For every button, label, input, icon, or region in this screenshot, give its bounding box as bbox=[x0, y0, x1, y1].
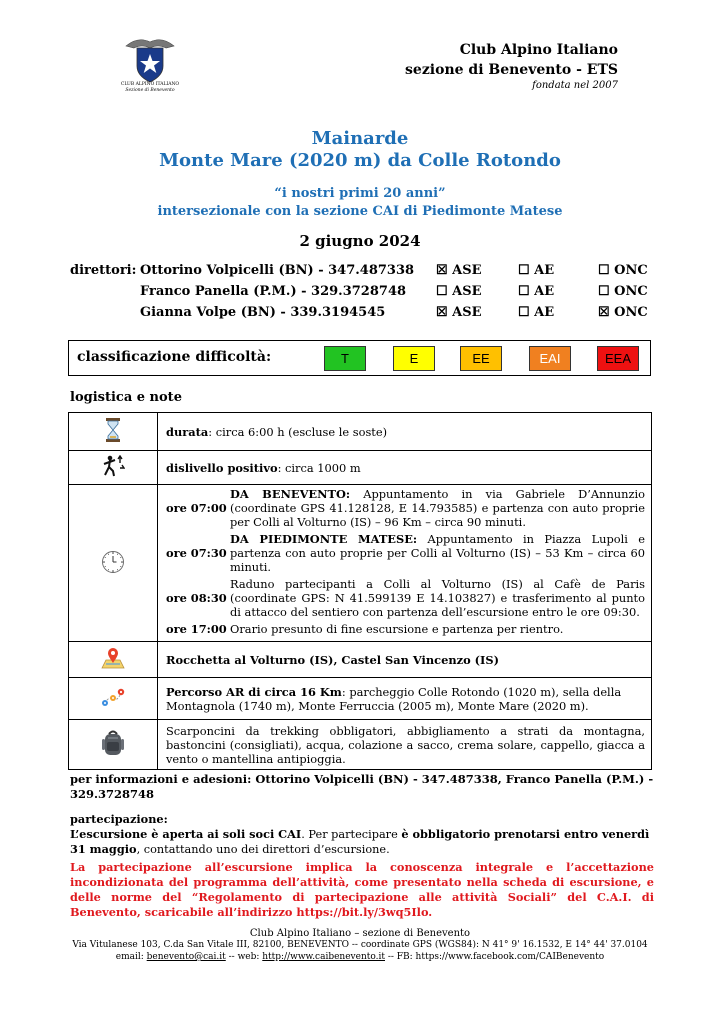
difficulty-chip-e: E bbox=[393, 346, 435, 371]
website-link[interactable]: http://www.caibenevento.it bbox=[262, 952, 385, 962]
director-row bbox=[70, 263, 670, 283]
ase-checkbox: ☒ ASE bbox=[436, 263, 482, 278]
participation-text bbox=[70, 827, 662, 857]
ae-checkbox: ☐ AE bbox=[518, 263, 555, 278]
ae-checkbox: ☐ AE bbox=[518, 305, 555, 320]
schedule-title: DA PIEDIMONTE MATESE: bbox=[230, 532, 418, 546]
equipment-cell bbox=[158, 720, 652, 770]
difficulty-box bbox=[68, 340, 651, 376]
duration-cell bbox=[158, 413, 652, 451]
difficulty-chip-t: T bbox=[324, 346, 366, 371]
director-row bbox=[70, 284, 670, 304]
participation-end: , contattando uno dei direttori d’escursione. bbox=[136, 843, 390, 856]
route-label: Percorso AR di circa 16 Km bbox=[166, 684, 342, 699]
schedule-time: ore 17:00 bbox=[166, 622, 227, 636]
elevation-value: : circa 1000 m bbox=[277, 460, 361, 475]
regulation-notice: La partecipazione all’escursione implica la conoscenza integrale e l’accettazione incondizionata del programma dell’attività, come presentato nella scheda di escursione, e delle norme del “Regolamento di partecipazione alle attività Sociali” del C.A.I. di Benevento, scaricabile all’indirizzo https://bit.ly/3wq5Ilo. bbox=[70, 860, 654, 919]
director-row bbox=[70, 305, 670, 325]
participation-deadline: è obbligatorio prenotarsi entro venerdì 31 maggio bbox=[70, 827, 650, 856]
clock-icon bbox=[69, 485, 158, 642]
backpack-icon bbox=[69, 720, 158, 770]
route-cell bbox=[158, 678, 652, 720]
director-name: Gianna Volpe (BN) - 339.3194545 bbox=[140, 305, 386, 320]
schedule-text: Appuntamento in Piazza Lupoli e partenza con auto proprie per Colli al Volturno (IS) – 53 Km – circa 60 minuti. bbox=[230, 532, 646, 574]
location-cell bbox=[158, 642, 652, 678]
cai-logo bbox=[122, 32, 178, 96]
footer-address: Via Vitulanese 103, C.da San Vitale III, 82100, BENEVENTO -- coordinate GPS (WGS84): N 41° 9' 16.1532, E 14° 44' 37.0104 bbox=[72, 940, 648, 950]
schedule-item bbox=[166, 577, 645, 622]
ase-checkbox: ☒ ASE bbox=[436, 305, 482, 320]
onc-checkbox: ☒ ONC bbox=[598, 305, 648, 320]
org-name: Club Alpino Italiano bbox=[459, 42, 618, 58]
ae-checkbox: ☐ AE bbox=[518, 284, 555, 299]
schedule-time: ore 07:30 bbox=[166, 546, 227, 560]
schedule-time: ore 07:00 bbox=[166, 501, 227, 515]
elevation-label: dislivello positivo bbox=[166, 460, 278, 475]
schedule-text: Orario presunto di fine escursione e partenza per rientro. bbox=[230, 622, 564, 636]
directors-label: direttori: bbox=[70, 263, 137, 278]
schedule-text: Raduno partecipanti a Colli al Volturno (IS) al Cafè de Paris (coordinate GPS: N 41.599139 E 14.103827) e trasferimento al punto di attacco del sentiero con partenza dell’escursione entro le ore 09:30. bbox=[230, 577, 645, 619]
schedule-title: DA BENEVENTO: bbox=[230, 487, 351, 501]
schedule-cell bbox=[158, 485, 652, 642]
route-text: : parcheggio Colle Rotondo (1020 m), sella della Montagnola (1740 m), Monte Ferruccia (2005 m), Monte Mare (2020 m). bbox=[166, 684, 622, 713]
founded-note: fondata nel 2007 bbox=[532, 80, 618, 91]
table-row bbox=[69, 642, 652, 678]
elevation-cell bbox=[158, 451, 652, 485]
director-name: Ottorino Volpicelli (BN) - 347.487338 bbox=[140, 263, 415, 278]
table-row bbox=[69, 720, 652, 770]
org-section: sezione di Benevento - ETS bbox=[405, 62, 618, 78]
difficulty-chip-eai: EAI bbox=[529, 346, 571, 371]
director-name: Franco Panella (P.M.) - 329.3728748 bbox=[140, 284, 407, 299]
table-row bbox=[69, 413, 652, 451]
schedule-list bbox=[166, 487, 645, 639]
table-row bbox=[69, 451, 652, 485]
schedule-item bbox=[166, 532, 645, 577]
onc-checkbox: ☐ ONC bbox=[598, 263, 648, 278]
logo-text-1: CLUB ALPINO ITALIANO bbox=[120, 82, 180, 87]
subtitle: “i nostri primi 20 anni” bbox=[274, 186, 446, 201]
schedule-item bbox=[166, 487, 645, 532]
difficulty-chip-ee: EE bbox=[460, 346, 502, 371]
area-title: Mainarde bbox=[311, 128, 409, 149]
map-pin-icon bbox=[69, 642, 158, 678]
ase-checkbox: ☐ ASE bbox=[436, 284, 482, 299]
logo-text-2: Sezione di Benevento bbox=[125, 88, 175, 93]
schedule-text: Appuntamento in via Gabriele D’Annunzio (coordinate GPS 41.128128, E 14.793585) e partenza con auto proprie per Colli al Volturno (IS) – 96 Km – circa 90 minuti. bbox=[230, 487, 645, 529]
info-contacts: per informazioni e adesioni: Ottorino Volpicelli (BN) - 347.487338, Franco Panella (P.M.) - 329.3728748 bbox=[70, 772, 654, 801]
onc-checkbox: ☐ ONC bbox=[598, 284, 648, 299]
climber-icon bbox=[69, 451, 158, 485]
equipment-text: Scarponcini da trekking obbligatori, abbigliamento a strati da montagna, bastoncini (consigliati), acqua, colazione a sacco, crema solare, cappello, giacca a vento o mantellina antipioggia. bbox=[166, 723, 645, 766]
logistics-heading: logistica e note bbox=[70, 390, 182, 405]
duration-value: : circa 6:00 h (escluse le soste) bbox=[208, 424, 388, 439]
footer-org: Club Alpino Italiano – sezione di Benevento bbox=[249, 928, 471, 939]
hourglass-icon bbox=[69, 413, 158, 451]
email-link[interactable]: benevento@cai.it bbox=[146, 952, 226, 962]
participation-block bbox=[70, 812, 662, 857]
intersection-note: intersezionale con la sezione CAI di Piedimonte Matese bbox=[157, 204, 563, 219]
difficulty-label: classificazione difficoltà: bbox=[77, 349, 272, 365]
footer-contacts: email: benevento@cai.it -- web: http://www.caibenevento.it -- FB: https://www.facebook.com/CAIBenevento bbox=[115, 952, 605, 962]
duration-label: durata bbox=[166, 424, 209, 439]
location-text: Rocchetta al Volturno (IS), Castel San Vincenzo (IS) bbox=[166, 652, 499, 667]
event-date: 2 giugno 2024 bbox=[299, 232, 421, 250]
schedule-item bbox=[166, 622, 645, 639]
logistics-table bbox=[68, 412, 652, 770]
table-row bbox=[69, 678, 652, 720]
schedule-time: ore 08:30 bbox=[166, 591, 227, 605]
facebook-link[interactable]: -- FB: https://www.facebook.com/CAIBenevento bbox=[385, 952, 605, 962]
route-title: Monte Mare (2020 m) da Colle Rotondo bbox=[159, 150, 561, 171]
participation-heading: partecipazione: bbox=[70, 812, 168, 826]
participation-members-only: L’escursione è aperta ai soli soci CAI bbox=[70, 827, 302, 841]
difficulty-chip-eea: EEA bbox=[597, 346, 639, 371]
participation-mid: . Per partecipare bbox=[301, 828, 402, 841]
route-icon bbox=[69, 678, 158, 720]
table-row bbox=[69, 485, 652, 642]
